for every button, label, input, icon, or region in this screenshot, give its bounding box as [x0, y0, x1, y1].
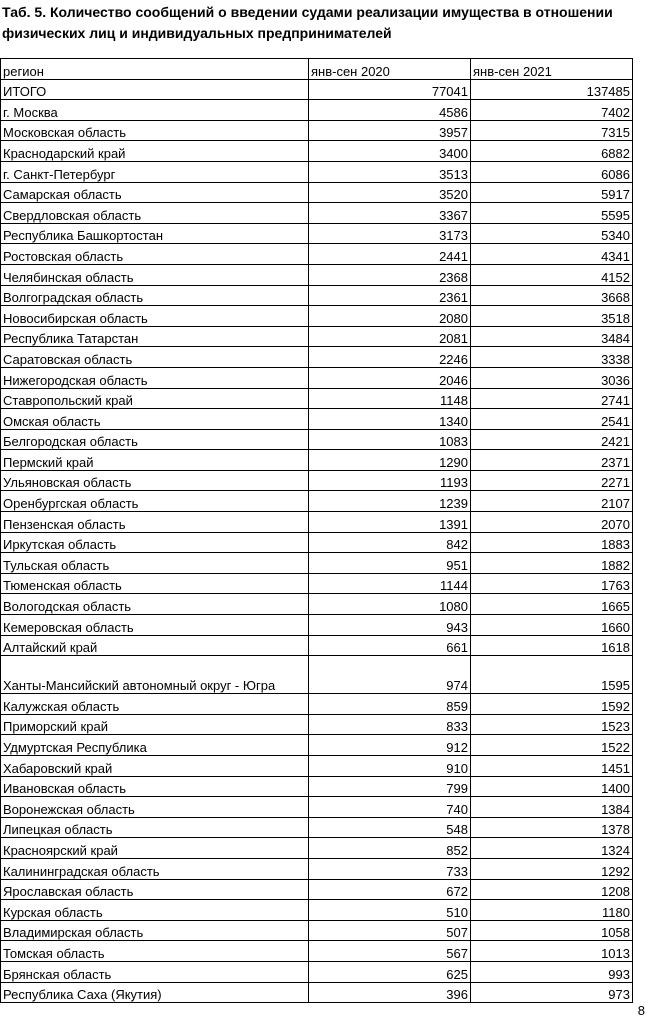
cell-region: Ханты-Мансийский автономный округ - Югра	[1, 656, 309, 694]
cell-value-2021: 1883	[471, 532, 633, 553]
cell-value-2021: 3518	[471, 306, 633, 327]
table-row	[1, 203, 633, 224]
cell-value-2020: 842	[309, 532, 471, 553]
column-header-2020: янв-сен 2020	[309, 59, 471, 80]
cell-value-2020: 1193	[309, 470, 471, 491]
table-row	[1, 491, 633, 512]
cell-region: г. Москва	[1, 100, 309, 121]
table-title: Таб. 5. Количество сообщений о введении судами реализации имущества в отношении физических лиц и индивидуальных предпринимателей	[2, 4, 613, 41]
cell-value-2021: 1400	[471, 776, 633, 797]
table-row	[1, 470, 633, 491]
cell-value-2020: 852	[309, 838, 471, 859]
cell-region: Свердловская область	[1, 203, 309, 224]
cell-value-2021: 6882	[471, 141, 633, 162]
cell-value-2020: 833	[309, 714, 471, 735]
cell-region: Красноярский край	[1, 838, 309, 859]
table-row	[1, 326, 633, 347]
cell-value-2021: 3036	[471, 367, 633, 388]
cell-region: Пермский край	[1, 450, 309, 471]
cell-value-2021: 1324	[471, 838, 633, 859]
table-row	[1, 388, 633, 409]
table-row	[1, 615, 633, 636]
table-row	[1, 900, 633, 921]
cell-value-2021: 1292	[471, 858, 633, 879]
cell-value-2021: 1378	[471, 817, 633, 838]
table-row	[1, 347, 633, 368]
cell-region: Удмуртская Республика	[1, 735, 309, 756]
cell-value-2020: 740	[309, 797, 471, 818]
cell-value-2021: 2107	[471, 491, 633, 512]
cell-region: Саратовская область	[1, 347, 309, 368]
cell-value-2020: 1083	[309, 429, 471, 450]
cell-region: Пензенская область	[1, 512, 309, 533]
regions-table	[0, 58, 633, 1003]
column-header-2021: янв-сен 2021	[471, 59, 633, 80]
cell-value-2021: 1665	[471, 594, 633, 615]
cell-value-2020: 396	[309, 982, 471, 1003]
cell-value-2020: 733	[309, 858, 471, 879]
cell-region: Ставропольский край	[1, 388, 309, 409]
table-row	[1, 553, 633, 574]
cell-region: г. Санкт-Петербург	[1, 161, 309, 182]
table-row	[1, 532, 633, 553]
cell-value-2021: 5340	[471, 223, 633, 244]
cell-value-2020: 3520	[309, 182, 471, 203]
cell-region: Республика Башкортостан	[1, 223, 309, 244]
cell-region: Нижегородская область	[1, 367, 309, 388]
table-row	[1, 838, 633, 859]
cell-region: Брянская область	[1, 961, 309, 982]
cell-region: Воронежская область	[1, 797, 309, 818]
cell-region: Оренбургская область	[1, 491, 309, 512]
table-row	[1, 594, 633, 615]
table-row	[1, 141, 633, 162]
table-row	[1, 756, 633, 777]
cell-value-2021: 1618	[471, 635, 633, 656]
cell-value-2021: 3668	[471, 285, 633, 306]
cell-region: Приморский край	[1, 714, 309, 735]
table-row	[1, 635, 633, 656]
cell-value-2020: 507	[309, 920, 471, 941]
page-number: 8	[637, 1003, 645, 1018]
cell-value-2020: 2441	[309, 244, 471, 265]
cell-value-2020: 3173	[309, 223, 471, 244]
cell-region: Московская область	[1, 120, 309, 141]
cell-value-2020: 625	[309, 961, 471, 982]
cell-value-2020: 974	[309, 656, 471, 694]
cell-value-2020: 1340	[309, 409, 471, 430]
cell-value-2021: 1384	[471, 797, 633, 818]
cell-value-2020: 2361	[309, 285, 471, 306]
cell-value-2021: 1523	[471, 714, 633, 735]
cell-value-2021: 2741	[471, 388, 633, 409]
cell-value-2020: 510	[309, 900, 471, 921]
cell-value-2020: 3957	[309, 120, 471, 141]
cell-region: Вологодская область	[1, 594, 309, 615]
cell-value-2021: 7315	[471, 120, 633, 141]
cell-region: Владимирская область	[1, 920, 309, 941]
cell-region: Омская область	[1, 409, 309, 430]
cell-value-2020: 2081	[309, 326, 471, 347]
table-row	[1, 429, 633, 450]
table-row	[1, 858, 633, 879]
cell-value-2021: 5917	[471, 182, 633, 203]
table-row	[1, 920, 633, 941]
table-row	[1, 285, 633, 306]
table-row	[1, 79, 633, 100]
cell-region: Самарская область	[1, 182, 309, 203]
cell-region: Ростовская область	[1, 244, 309, 265]
cell-value-2020: 2080	[309, 306, 471, 327]
cell-value-2020: 2368	[309, 264, 471, 285]
cell-value-2020: 3513	[309, 161, 471, 182]
table-row	[1, 714, 633, 735]
cell-value-2021: 4152	[471, 264, 633, 285]
cell-value-2021: 2070	[471, 512, 633, 533]
cell-region: Кемеровская область	[1, 615, 309, 636]
cell-value-2020: 910	[309, 756, 471, 777]
cell-value-2020: 77041	[309, 79, 471, 100]
cell-region: Хабаровский край	[1, 756, 309, 777]
cell-value-2021: 6086	[471, 161, 633, 182]
column-header-region: регион	[1, 59, 309, 80]
cell-value-2021: 1058	[471, 920, 633, 941]
table-row	[1, 264, 633, 285]
cell-value-2021: 1763	[471, 573, 633, 594]
cell-value-2020: 1148	[309, 388, 471, 409]
cell-region: Алтайский край	[1, 635, 309, 656]
cell-value-2021: 137485	[471, 79, 633, 100]
cell-region: Тюменская область	[1, 573, 309, 594]
cell-region: Калининградская область	[1, 858, 309, 879]
table-row	[1, 879, 633, 900]
cell-value-2020: 2246	[309, 347, 471, 368]
table-row	[1, 735, 633, 756]
cell-region: Иркутская область	[1, 532, 309, 553]
cell-value-2021: 1660	[471, 615, 633, 636]
cell-value-2021: 7402	[471, 100, 633, 121]
cell-region: Ярославская область	[1, 879, 309, 900]
cell-region: Курская область	[1, 900, 309, 921]
cell-value-2020: 4586	[309, 100, 471, 121]
cell-region: ИТОГО	[1, 79, 309, 100]
cell-value-2021: 2271	[471, 470, 633, 491]
cell-region: Новосибирская область	[1, 306, 309, 327]
cell-region: Краснодарский край	[1, 141, 309, 162]
cell-region: Ульяновская область	[1, 470, 309, 491]
cell-value-2021: 1592	[471, 694, 633, 715]
cell-value-2021: 2421	[471, 429, 633, 450]
cell-value-2020: 567	[309, 941, 471, 962]
cell-value-2021: 4341	[471, 244, 633, 265]
cell-region: Ивановская область	[1, 776, 309, 797]
table-row	[1, 573, 633, 594]
cell-value-2021: 2371	[471, 450, 633, 471]
table-row	[1, 306, 633, 327]
table-row	[1, 694, 633, 715]
cell-value-2020: 1290	[309, 450, 471, 471]
cell-region: Тульская область	[1, 553, 309, 574]
cell-value-2021: 993	[471, 961, 633, 982]
cell-value-2021: 1451	[471, 756, 633, 777]
cell-value-2020: 859	[309, 694, 471, 715]
table-row	[1, 450, 633, 471]
table-row	[1, 817, 633, 838]
cell-value-2021: 5595	[471, 203, 633, 224]
cell-value-2020: 2046	[309, 367, 471, 388]
cell-region: Республика Саха (Якутия)	[1, 982, 309, 1003]
cell-region: Калужская область	[1, 694, 309, 715]
cell-value-2021: 3484	[471, 326, 633, 347]
table-row	[1, 120, 633, 141]
cell-region: Волгоградская область	[1, 285, 309, 306]
cell-value-2021: 1013	[471, 941, 633, 962]
table-row	[1, 797, 633, 818]
cell-value-2020: 3400	[309, 141, 471, 162]
cell-value-2021: 2541	[471, 409, 633, 430]
cell-value-2020: 1080	[309, 594, 471, 615]
cell-value-2020: 1144	[309, 573, 471, 594]
table-row	[1, 244, 633, 265]
table-row	[1, 961, 633, 982]
cell-value-2020: 3367	[309, 203, 471, 224]
cell-region: Республика Татарстан	[1, 326, 309, 347]
table-row	[1, 100, 633, 121]
cell-value-2021: 1208	[471, 879, 633, 900]
table-row	[1, 367, 633, 388]
cell-value-2021: 1180	[471, 900, 633, 921]
cell-value-2020: 1239	[309, 491, 471, 512]
table-row	[1, 223, 633, 244]
cell-value-2020: 951	[309, 553, 471, 574]
cell-value-2020: 661	[309, 635, 471, 656]
cell-region: Челябинская область	[1, 264, 309, 285]
cell-region: Липецкая область	[1, 817, 309, 838]
table-row	[1, 776, 633, 797]
cell-value-2021: 1522	[471, 735, 633, 756]
cell-region: Томская область	[1, 941, 309, 962]
cell-value-2021: 1595	[471, 656, 633, 694]
table-row	[1, 161, 633, 182]
cell-value-2020: 1391	[309, 512, 471, 533]
cell-value-2021: 973	[471, 982, 633, 1003]
cell-value-2020: 799	[309, 776, 471, 797]
table-row	[1, 656, 633, 694]
table-row	[1, 409, 633, 430]
table-row	[1, 941, 633, 962]
cell-region: Белгородская область	[1, 429, 309, 450]
cell-value-2020: 672	[309, 879, 471, 900]
table-row	[1, 982, 633, 1003]
cell-value-2020: 548	[309, 817, 471, 838]
cell-value-2021: 1882	[471, 553, 633, 574]
cell-value-2020: 943	[309, 615, 471, 636]
table-body	[1, 79, 633, 1003]
table-row	[1, 182, 633, 203]
cell-value-2021: 3338	[471, 347, 633, 368]
table-row	[1, 512, 633, 533]
cell-value-2020: 912	[309, 735, 471, 756]
table-header-row	[1, 59, 633, 80]
